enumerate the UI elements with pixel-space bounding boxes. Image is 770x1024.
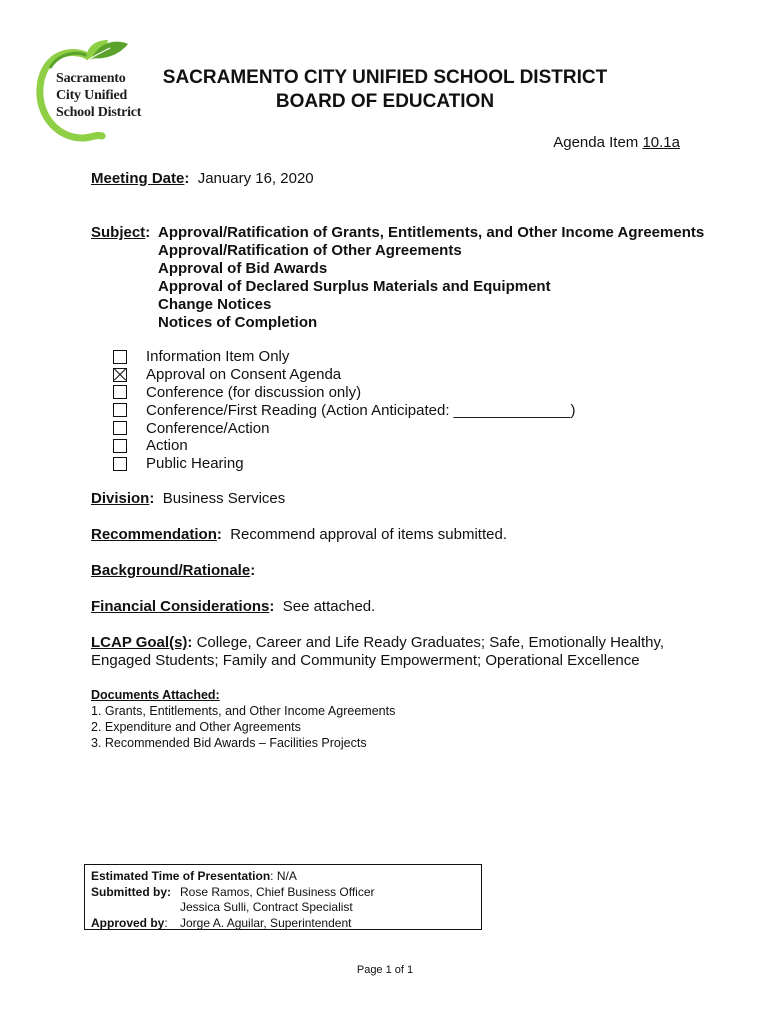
agenda-item-number: 10.1a	[642, 134, 680, 151]
background-rationale: Background/Rationale:	[91, 562, 256, 579]
checklist-item	[113, 437, 575, 455]
checklist-item	[113, 401, 575, 419]
checkbox[interactable]	[113, 350, 127, 364]
district-logo	[36, 38, 148, 142]
checklist-item	[113, 419, 575, 437]
board-title: BOARD OF EDUCATION	[275, 91, 495, 112]
checkbox[interactable]	[113, 439, 127, 453]
checkbox-label: Approval on Consent Agenda	[146, 366, 342, 384]
page-number: Page 1 of 1	[356, 964, 414, 976]
checkbox[interactable]	[113, 421, 127, 435]
recommendation-value: Recommend approval of items submitted.	[230, 526, 507, 543]
document-item: 1. Grants, Entitlements, and Other Income Agreements	[91, 704, 396, 718]
financial-value: See attached.	[282, 598, 376, 615]
submitted-label: Submitted by:	[91, 884, 171, 899]
approved-label: Approved by	[91, 915, 165, 930]
document-item: 3. Recommended Bid Awards – Facilities Projects	[91, 736, 367, 750]
logo-line: City Unified	[56, 88, 128, 103]
subject-line: Notices of Completion	[158, 314, 318, 331]
approved-by: Jorge A. Aguilar, Superintendent	[180, 915, 352, 930]
financial-considerations: Financial Considerations: See attached.	[91, 598, 376, 615]
checkbox[interactable]	[113, 368, 127, 382]
agenda-item-prefix: Agenda Item	[553, 134, 643, 151]
division-value: Business Services	[162, 490, 286, 507]
documents-heading: Documents Attached:	[91, 688, 220, 702]
lcap-label: LCAP Goal(s)	[91, 634, 188, 651]
background-label: Background/Rationale	[91, 562, 251, 579]
submitted-by-1: Rose Ramos, Chief Business Officer	[180, 884, 375, 899]
checkbox[interactable]	[113, 457, 127, 471]
checkbox-label: Public Hearing	[146, 455, 244, 473]
logo-text	[56, 70, 141, 121]
checklist-item	[113, 366, 575, 384]
presentation-info-box: Estimated Time of Presentation: N/A Submitted by: Rose Ramos, Chief Business Officer Jessica Sulli, Contract Specialist Approved by: Jorge A. Aguilar, Superintendent	[84, 864, 482, 930]
meeting-date-value: January 16, 2020	[197, 170, 314, 187]
documents-attached	[91, 687, 395, 751]
checkbox[interactable]	[113, 403, 127, 417]
checkbox-label: Information Item Only	[146, 348, 290, 366]
financial-label: Financial Considerations	[91, 598, 270, 615]
checkbox-label: Conference/Action	[146, 419, 270, 437]
submitted-by-2: Jessica Sulli, Contract Specialist	[180, 900, 353, 914]
recommendation: Recommendation: Recommend approval of items submitted.	[91, 526, 507, 543]
subject-line: Approval of Bid Awards	[158, 260, 328, 277]
meeting-date: Meeting Date: January 16, 2020	[91, 170, 314, 187]
checkbox-label: Conference/First Reading (Action Anticipated: ______________)	[146, 401, 576, 419]
meeting-date-label: Meeting Date	[91, 170, 185, 187]
checkbox-label: Conference (for discussion only)	[146, 383, 362, 401]
checklist-item	[113, 384, 575, 402]
logo-line: Sacramento	[56, 71, 126, 86]
logo-line: School District	[56, 105, 142, 120]
subject-list	[158, 224, 704, 332]
subject-line: Approval/Ratification of Other Agreements	[158, 242, 462, 259]
division: Division: Business Services	[91, 490, 286, 507]
subject-line: Approval of Declared Surplus Materials and Equipment	[158, 278, 551, 295]
lcap-value: College, Career and Life Ready Graduates; Safe, Emotionally Healthy, Engaged Students; Family and Community Empowerment; Operational Excellence	[91, 634, 665, 669]
subject-label-row: Subject:	[91, 224, 151, 241]
subject-line: Approval/Ratification of Grants, Entitlements, and Other Income Agreements	[158, 224, 705, 241]
checkbox[interactable]	[113, 385, 127, 399]
document-item: 2. Expenditure and Other Agreements	[91, 720, 301, 734]
checklist-item	[113, 455, 575, 473]
district-title: SACRAMENTO CITY UNIFIED SCHOOL DISTRICT	[162, 67, 608, 88]
checklist-item	[113, 348, 575, 366]
lcap-goals: LCAP Goal(s): College, Career and Life Ready Graduates; Safe, Emotionally Healthy, Engaged Students; Family and Community Empowerment; Operational Excellence	[91, 634, 665, 669]
subject-label: Subject	[91, 224, 146, 241]
subject-line: Change Notices	[158, 296, 272, 313]
time-value: N/A	[276, 869, 297, 883]
time-label: Estimated Time of Presentation	[91, 869, 271, 883]
agenda-item	[553, 134, 680, 151]
division-label: Division	[91, 490, 150, 507]
checkbox-label: Action	[146, 437, 188, 455]
agenda-type-checklist	[113, 348, 575, 473]
recommendation-label: Recommendation	[91, 526, 217, 543]
